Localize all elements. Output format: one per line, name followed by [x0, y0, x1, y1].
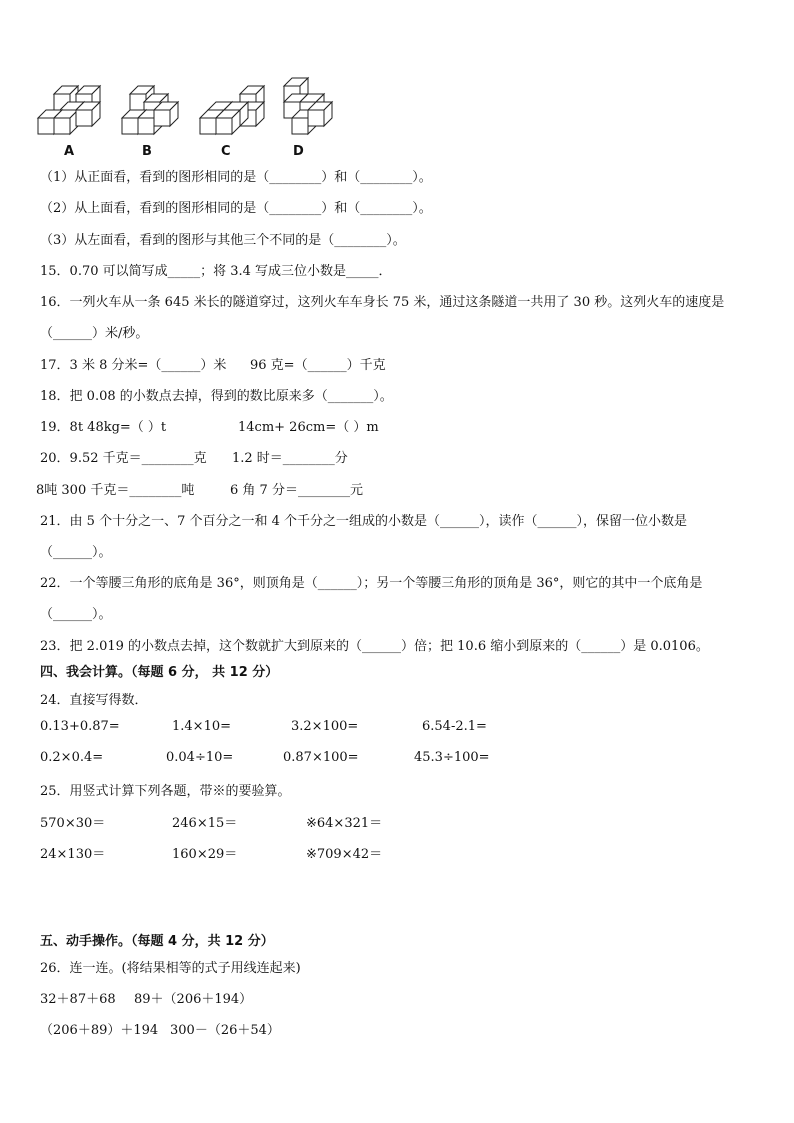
q14-part2: （2）从上面看，看到的图形相同的是（________）和（________）。 [40, 201, 432, 216]
q26-r1-right: 89＋（206＋194） [134, 992, 253, 1007]
section-5-heading: 五、动手操作。（每题 4 分，共 12 分） [40, 934, 274, 949]
q20-a: 20．9.52 千克＝________克 [40, 451, 207, 466]
q24-r2-c1: 0.2×0.4= [40, 750, 104, 765]
q22-line1: 22．一个等腰三角形的底角是 36°，则顶角是（______）；另一个等腰三角形的顶角是 36°，则它的其中一个底角是 [40, 576, 703, 591]
figure-a [38, 86, 100, 134]
figure-label-c: C [221, 144, 231, 159]
q21-line1: 21．由 5 个十分之一、7 个百分之一和 4 个千分之一组成的小数是（______），读作（______），保留一位小数是 [40, 514, 688, 529]
q20-b: 1.2 时＝________分 [232, 451, 348, 466]
figure-c [200, 86, 264, 134]
figure-label-d: D [293, 144, 304, 159]
section-4-heading: 四、我会计算。（每题 6 分， 共 12 分） [40, 665, 279, 680]
q26-r2-right: 300－（26＋54） [170, 1023, 280, 1038]
q25-r1-c3: ※64×321＝ [306, 816, 383, 831]
q24-title: 24．直接写得数． [40, 693, 148, 708]
cube-figures [30, 72, 350, 164]
q24-r2-c4: 45.3÷100= [414, 750, 490, 765]
q14-part1: （1）从正面看，看到的图形相同的是（________）和（________）。 [40, 170, 432, 185]
q16-line2: （______）米/秒。 [40, 326, 149, 341]
q17-a: 17．3 米 8 分米=（______）米 [40, 358, 227, 373]
q25-title: 25．用竖式计算下列各题，带※的要验算。 [40, 784, 291, 799]
q24-r2-c2: 0.04÷10= [166, 750, 234, 765]
q26-r2-left: （206＋89）＋194 [40, 1023, 159, 1038]
figure-label-b: B [142, 144, 152, 159]
q24-r1-c4: 6.54-2.1= [422, 719, 487, 734]
q24-r2-c3: 0.87×100= [283, 750, 359, 765]
q16-line1: 16．一列火车从一条 645 米长的隧道穿过，这列火车车身长 75 米，通过这条隧道一共用了 30 秒。这列火车的速度是 [40, 295, 725, 310]
q21-line2: （______）。 [40, 545, 112, 560]
q20-c: 8吨 300 千克＝________吨 [36, 483, 195, 498]
q15: 15．0.70 可以简写成_____；将 3.4 写成三位小数是_____． [40, 264, 392, 279]
cube-figures-drawing [30, 72, 350, 142]
q24-r1-c1: 0.13+0.87= [40, 719, 120, 734]
q22-line2: （______）。 [40, 607, 112, 622]
q25-r2-c3: ※709×42＝ [306, 847, 383, 862]
q25-r2-c2: 160×29＝ [172, 847, 238, 862]
q25-r1-c1: 570×30＝ [40, 816, 106, 831]
figure-b [122, 86, 178, 134]
q14-part3: （3）从左面看，看到的图形与其他三个不同的是（________）。 [40, 233, 406, 248]
q23: 23．把 2.019 的小数点去掉，这个数就扩大到原来的（______）倍；把 10.6 缩小到原来的（______）是 0.0106。 [40, 639, 709, 654]
q18: 18．把 0.08 的小数点去掉，得到的数比原来多（_______）。 [40, 389, 393, 404]
q25-r2-c1: 24×130＝ [40, 847, 106, 862]
q26-title: 26．连一连。(将结果相等的式子用线连起来) [40, 961, 301, 976]
q25-r1-c2: 246×15＝ [172, 816, 238, 831]
q24-r1-c3: 3.2×100= [291, 719, 359, 734]
q17-b: 96 克=（______）千克 [250, 358, 386, 373]
figure-d [284, 78, 332, 134]
figure-label-a: A [64, 144, 75, 159]
q19-a: 19．8t 48kg=（ ）t [40, 420, 167, 435]
q26-r1-left: 32＋87＋68 [40, 992, 116, 1007]
q20-d: 6 角 7 分＝________元 [230, 483, 363, 498]
q19-b: 14cm+ 26cm=（ ）m [238, 420, 379, 435]
q24-r1-c2: 1.4×10= [172, 719, 232, 734]
